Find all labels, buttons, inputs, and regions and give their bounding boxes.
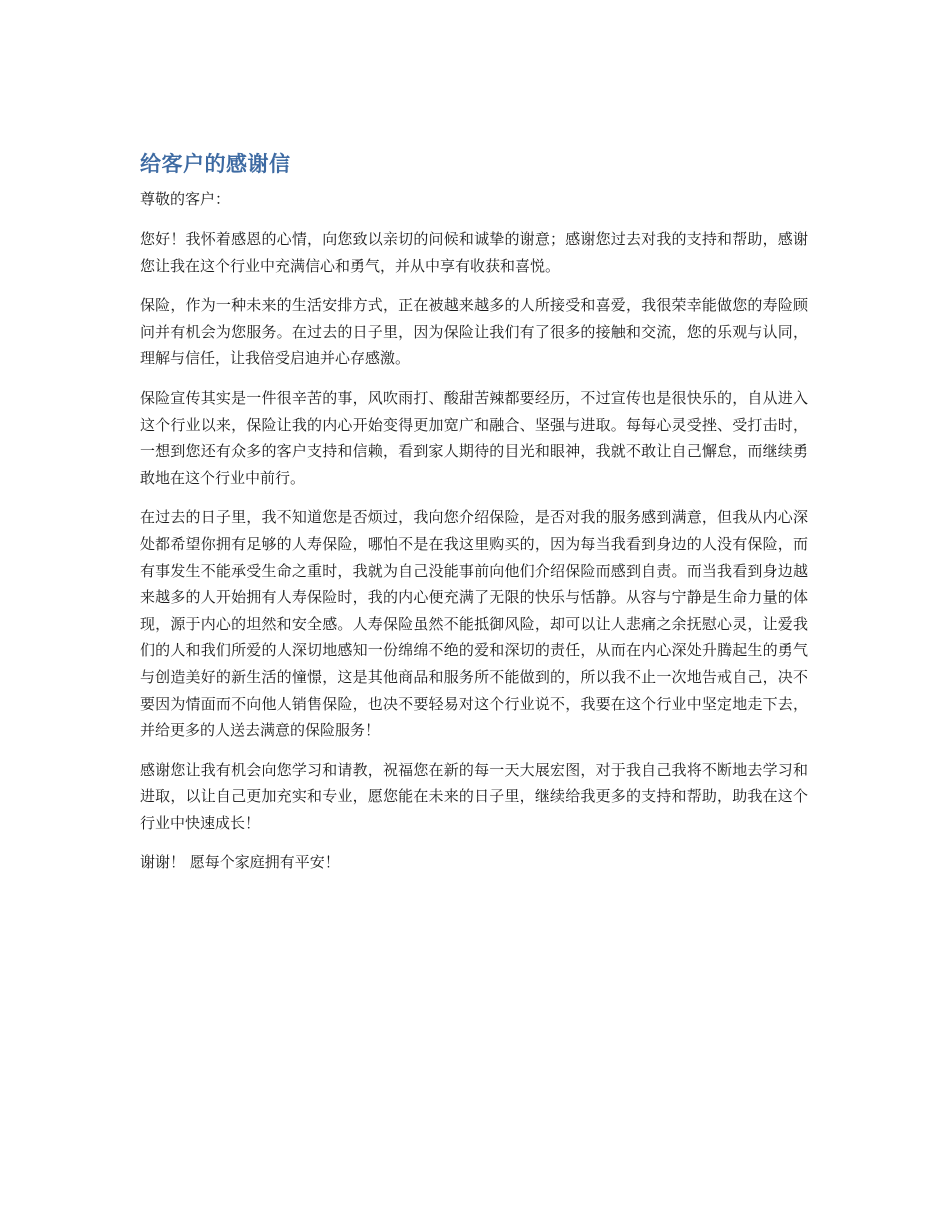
paragraph-promotion: 保险宣传其实是一件很辛苦的事，风吹雨打、酸甜苦辣都要经历，不过宣传也是很快乐的，自从进入这个行业以来，保险让我的内心开始变得更加宽广和融合、坚强与进取。每每心灵受挫、受打击时，一想到您还有众多的客户支持和信赖，看到家人期待的目光和眼神，我就不敢让自己懈怠，而继续勇敢地在这个行业中前行。: [140, 388, 808, 487]
letter-title: 给客户的感谢信: [140, 152, 291, 176]
paragraph-thanks: 感谢您让我有机会向您学习和请教，祝福您在新的每一天大展宏图，对于我自己我将不断地去学习和进取，以让自己更加充实和专业，愿您能在未来的日子里，继续给我更多的支持和帮助，助我在这个行业中快速成长！: [140, 760, 808, 832]
letter-page: [140, 148, 808, 889]
paragraph-reflection: 在过去的日子里，我不知道您是否烦过，我向您介绍保险，是否对我的服务感到满意，但我从内心深处都希望你拥有足够的人寿保险，哪怕不是在我这里购买的，因为每当我看到身边的人没有保险，而有事发生不能承受生命之重时，我就为自己没能事前向他们介绍保险而感到自责。而当我看到身边越来越多的人开始拥有人寿保险时，我的内心便充满了无限的快乐与恬静。从容与宁静是生命力量的体现，源于内心的坦然和安全感。人寿保险虽然不能抵御风险，却可以让人悲痛之余抚慰心灵，让爱我们的人和我们所爱的人深切地感知一份绵绵不绝的爱和深切的责任，从而在内心深处升腾起生的勇气与创造美好的新生活的憧憬，这是其他商品和服务所不能做到的，所以我不止一次地告戒自己，决不要因为情面而不向他人销售保险，也决不要轻易对这个行业说不，我要在这个行业中坚定地走下去，并给更多的人送去满意的保险服务！: [140, 508, 808, 740]
paragraph-insurance-intro: 保险，作为一种未来的生活安排方式，正在被越来越多的人所接受和喜爱，我很荣幸能做您的寿险顾问并有机会为您服务。在过去的日子里，因为保险让我们有了很多的接触和交流，您的乐观与认同，理解与信任，让我倍受启迪并心存感激。: [140, 296, 808, 368]
salutation: 尊敬的客户：: [140, 190, 231, 208]
paragraph-greeting: 您好！我怀着感恩的心情，向您致以亲切的问候和诚挚的谢意；感谢您过去对我的支持和帮助，感谢您让我在这个行业中充满信心和勇气，并从中享有收获和喜悦。: [140, 230, 808, 275]
paragraph-closing: 谢谢！ 愿每个家庭拥有平安！: [140, 853, 340, 872]
